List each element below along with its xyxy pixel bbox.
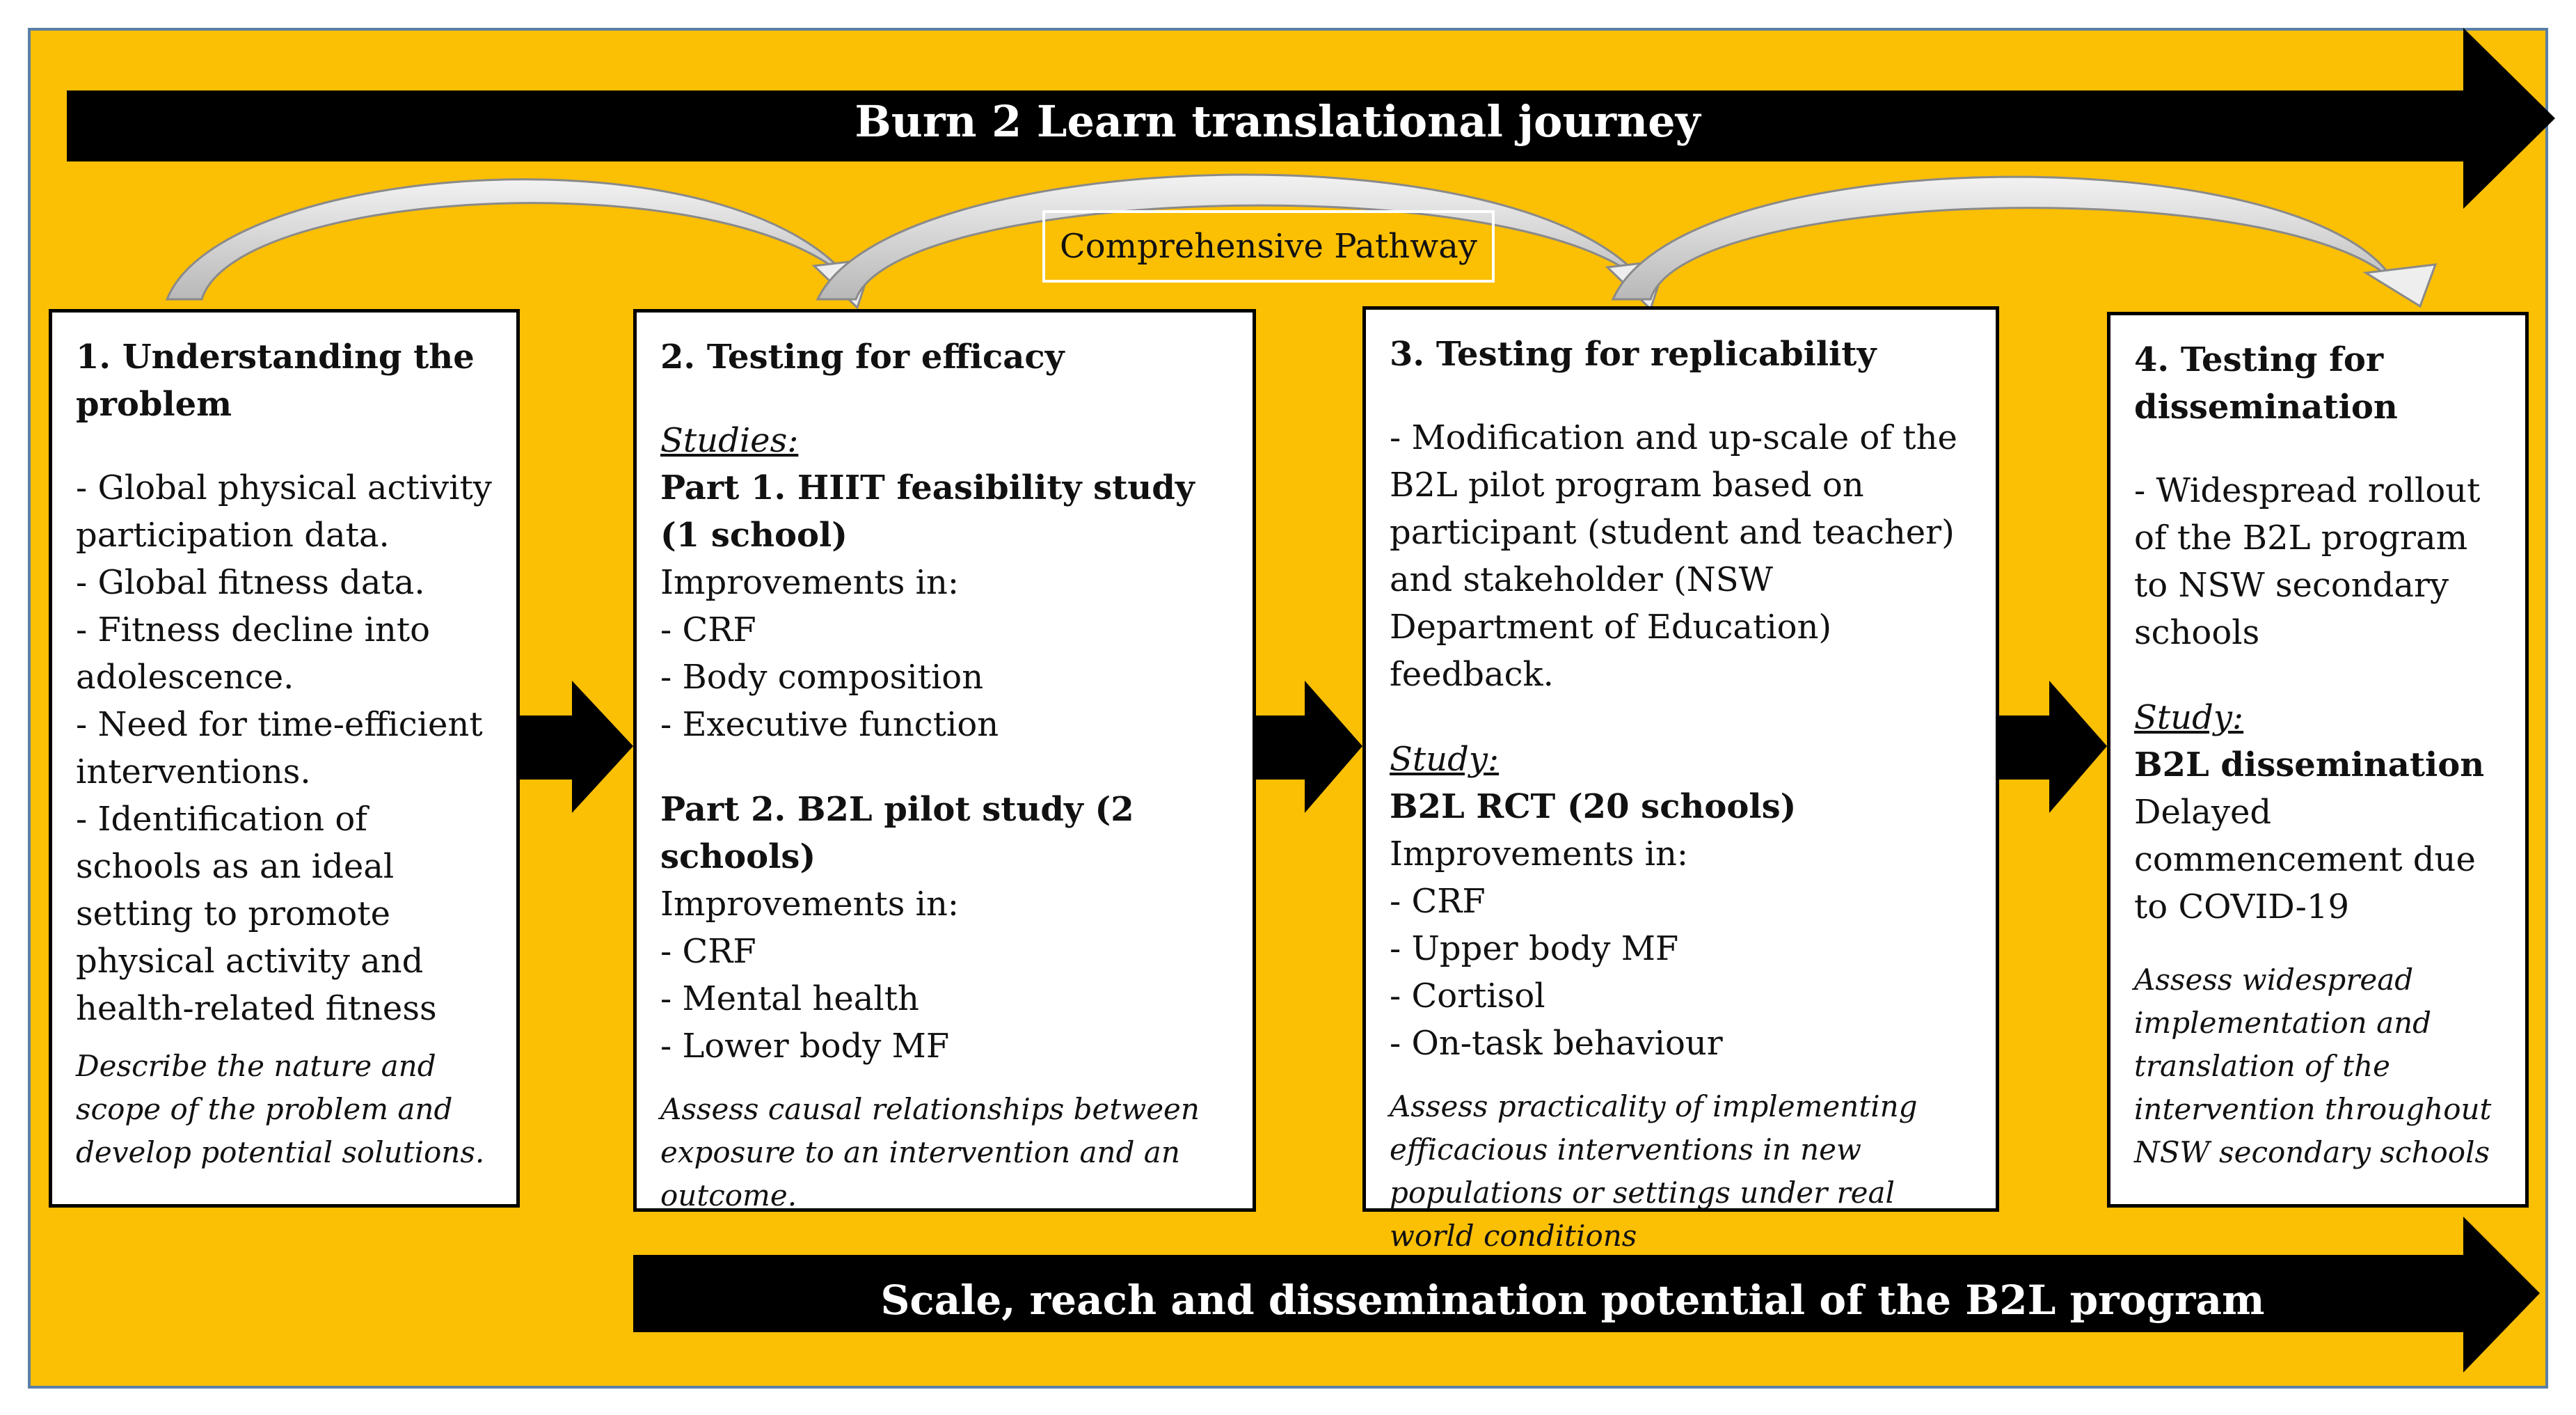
list-item: - CRF [660,932,756,971]
stage-box-replicability [1362,306,1999,1253]
list-item: - Cortisol [1390,977,1545,1015]
study-text: Delayed commencement due to COVID-19 [2134,793,2476,926]
stage-description: - Widespread rollout of the B2L program to NSW secondary schools [2134,471,2481,652]
pathway-arc-3 [1613,177,2394,299]
list-item: - Executive function [660,705,999,744]
stage-description: - Modification and up-scale of the B2L pilot program based on participant (student and teacher) and stakeholder (NSW Department of Education) feedback. [1390,418,1957,694]
list-item: - Global physical activity participation data. [76,468,492,555]
stage-box-understanding [49,309,520,1208]
stage-title: 2. Testing for efficacy [660,338,1065,377]
list-item: - CRF [660,610,756,649]
study-title: B2L dissemination [2134,745,2485,784]
study-label: Study: [1390,740,1500,779]
stage-note: Assess widespread implementation and translation of the intervention throughout NSW secondary schools [2134,963,2492,1169]
studies-label: Studies: [660,421,799,460]
list-item: - Fitness decline into adolescence. [76,610,431,697]
list-item: - Global fitness data. [76,563,425,602]
list-item: - On-task behaviour [1390,1024,1723,1063]
part1-title: Part 1. HIIT feasibility study (1 school) [660,468,1195,555]
stage-note: Describe the nature and scope of the problem and develop potential solutions. [76,1049,485,1169]
connector-arrow-1 [520,681,633,813]
list-item: - Lower body MF [660,1027,950,1066]
improvements-label: Improvements in: [1390,835,1689,873]
list-item: - Identification of schools as an ideal setting to promote physical activity and health-related fitness [76,800,437,1028]
connector-arrow-2 [1256,681,1362,813]
connector-arrow-3 [1999,681,2107,813]
stage-box-dissemination [2107,312,2529,1208]
stage-title: 3. Testing for replicability [1390,335,1877,374]
diagram-title: Burn 2 Learn translational journey [854,96,1701,147]
pathway-arc-1 [167,180,854,299]
pathway-arc-3-head [2366,264,2435,306]
list-item: - CRF [1390,882,1486,921]
footer-banner-text: Scale, reach and dissemination potential of the B2L program [880,1276,2265,1324]
list-item: - Body composition [660,658,984,697]
stage-box-efficacy [633,309,1256,1212]
list-item: - Mental health [660,979,919,1018]
part2-title: Part 2. B2L pilot study (2 schools) [660,790,1134,876]
list-item: - Upper body MF [1390,929,1679,968]
stage-title: 4. Testing for dissemination [2134,340,2398,427]
stage-note: Assess practicality of implementing efficacious interventions in new populations or settings under real world conditions [1390,1089,1918,1253]
stage-title: 1. Understanding the problem [76,338,475,424]
improvements-label: Improvements in: [660,563,960,602]
pathway-label: Comprehensive Pathway [1042,210,1495,283]
list-item: - Need for time-efficient interventions. [76,705,483,791]
stage-note: Assess causal relationships between exposure to an intervention and an outcome. [660,1092,1200,1212]
improvements-label: Improvements in: [660,885,960,924]
study-title: B2L RCT (20 schools) [1390,787,1797,826]
study-label: Study: [2134,698,2244,737]
